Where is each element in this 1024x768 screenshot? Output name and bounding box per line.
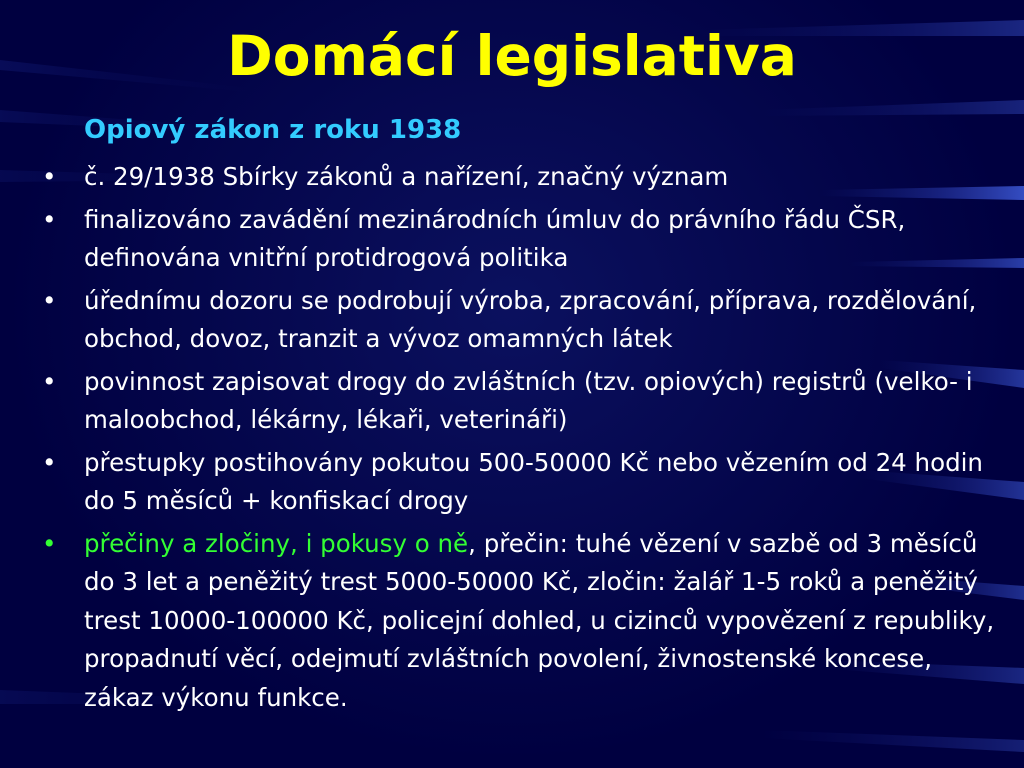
bullet-text: úřednímu dozoru se podrobují výroba, zpracování, příprava, rozdělování, obchod, dovoz, tranzit a vývoz omamných látek [84, 285, 977, 353]
bullet-dot-icon: • [42, 285, 57, 315]
bullet-item [40, 363, 1000, 440]
slide-subtitle: Opiový zákon z roku 1938 [84, 115, 462, 145]
bullet-list [40, 158, 1000, 721]
bullet-text: povinnost zapisovat drogy do zvláštních (tzv. opiových) registrů (velko- i maloobchod, lékárny, lékaři, veterináři) [84, 366, 973, 434]
highlighted-text: přečiny a zločiny, i pokusy o ně [84, 528, 469, 558]
bullet-item-highlighted [40, 525, 1000, 718]
bullet-dot-icon: • [42, 528, 57, 558]
bullet-text: přestupky postihovány pokutou 500-50000 Kč nebo vězením od 24 hodin do 5 měsíců + konfiskací drogy [84, 447, 983, 515]
bullet-item [40, 282, 1000, 359]
bullet-item [40, 158, 1000, 197]
bullet-text: č. 29/1938 Sbírky zákonů a nařízení, značný význam [84, 162, 729, 191]
bullet-text: finalizováno zavádění mezinárodních úmluv do právního řádu ČSR, definována vnitřní protidrogová politika [84, 204, 906, 272]
slide-title: Domácí legislativa [227, 24, 797, 88]
bullet-dot-icon: • [42, 204, 57, 234]
bullet-dot-icon: • [42, 162, 57, 191]
bullet-dot-icon: • [42, 366, 57, 396]
bullet-text: , přečin: tuhé vězení v sazbě od 3 měsíců do 3 let a peněžitý trest 5000-50000 Kč, zločin: žalář 1-5 roků a peněžitý trest 10000-100000 Kč, policejní dohled, u cizinců vypovězení z republiky, propadnutí věcí, odejmutí zvláštních povolení, živnostenské koncese, zákaz výkonu funkce. [84, 528, 995, 712]
bullet-item [40, 201, 1000, 278]
bullet-item [40, 444, 1000, 521]
bullet-dot-icon: • [42, 447, 57, 477]
